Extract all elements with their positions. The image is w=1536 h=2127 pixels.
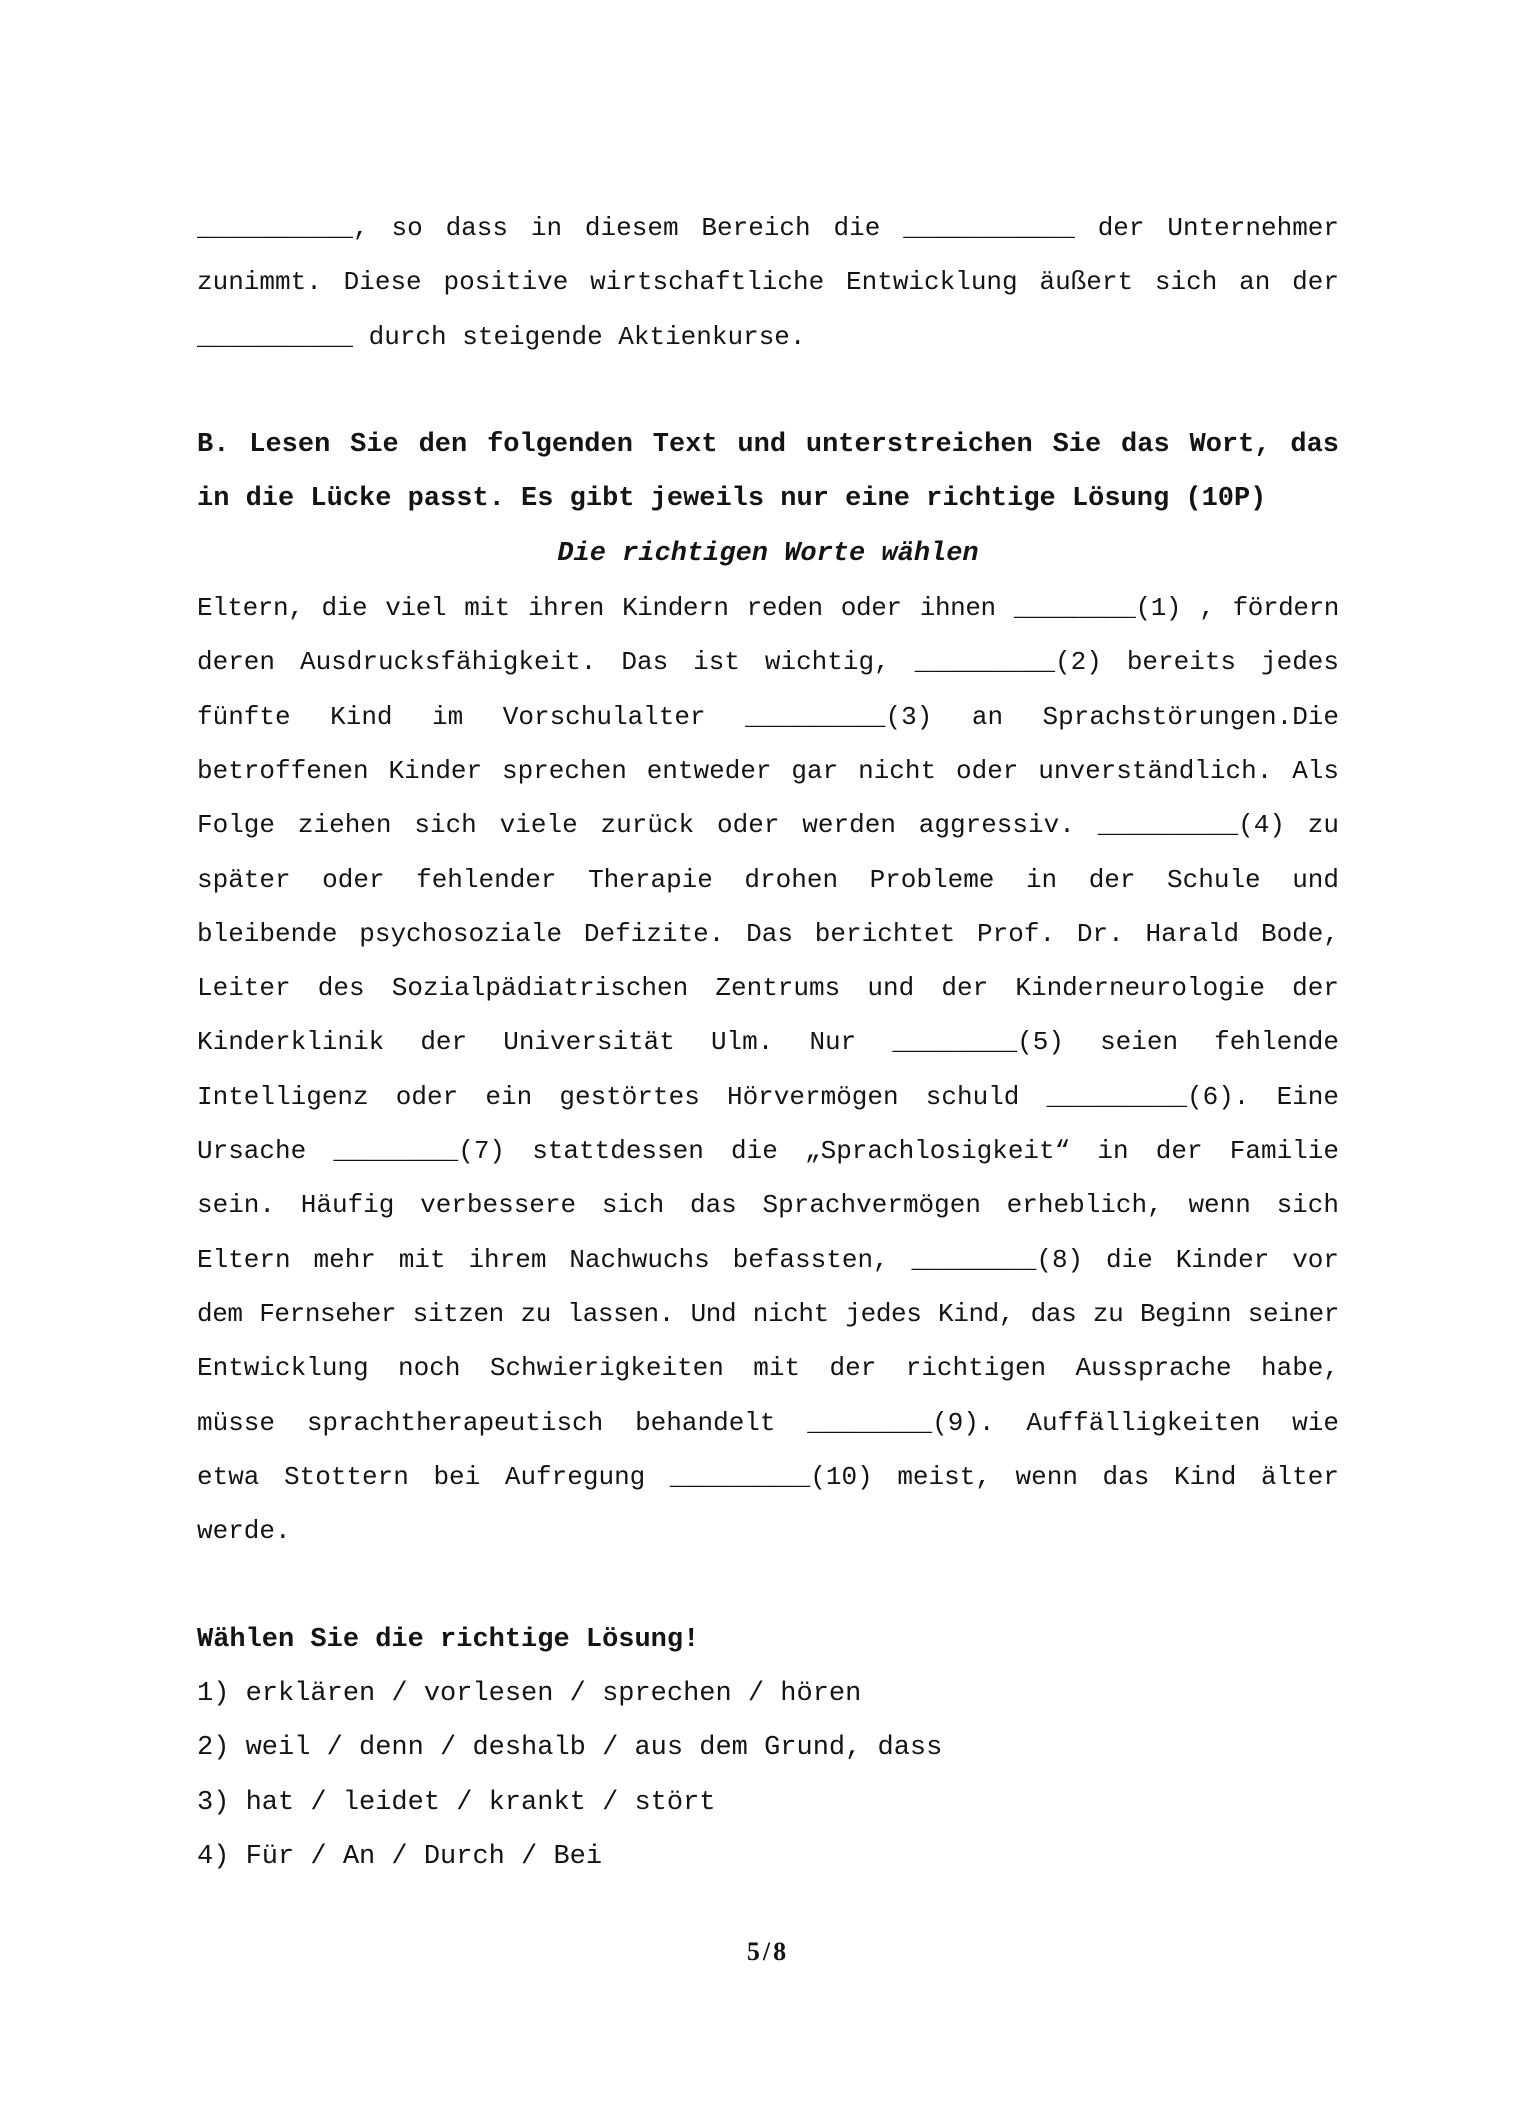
text-line: Eltern mehr mit ihrem Nachwuchs befassten, ________(8) die Kinder vor — [197, 1244, 1339, 1275]
spacer — [197, 364, 1339, 418]
spacer — [197, 1558, 1339, 1612]
section-b — [197, 418, 1339, 1558]
text-line: werde. — [197, 1516, 291, 1547]
text-line: bleibende psychosoziale Defizite. Das berichtet Prof. Dr. Harald Bode, — [197, 918, 1339, 949]
page-body — [197, 201, 1339, 1884]
text-line: Kinderklinik der Universität Ulm. Nur ________(5) seien fehlende — [197, 1027, 1339, 1058]
paragraph-line: __________, so dass in diesem Bereich die ___________ der Unternehmer — [197, 213, 1339, 243]
instruction-line: in die Lücke passt. Es gibt jeweils nur eine richtige Lösung (10P) — [197, 484, 1267, 515]
text-line: müsse sprachtherapeutisch behandelt ________(9). Auffälligkeiten wie — [197, 1407, 1339, 1438]
text-line: Entwicklung noch Schwierigkeiten mit der richtigen Aussprache habe, — [197, 1353, 1339, 1384]
text-line: sein. Häufig verbessere sich das Sprachvermögen erheblich, wenn sich — [197, 1190, 1339, 1221]
option-item: 1) erklären / vorlesen / sprechen / hören — [197, 1679, 862, 1710]
text-line: Intelligenz oder ein gestörtes Hörvermögen schuld _________(6). Eine — [197, 1081, 1339, 1112]
text-line: Leiter des Sozialpädiatrischen Zentrums und der Kinderneurologie der — [197, 973, 1339, 1004]
paragraph-line: zunimmt. Diese positive wirtschaftliche Entwicklung äußert sich an der — [197, 267, 1339, 298]
text-line: etwa Stottern bei Aufregung _________(10) meist, wenn das Kind älter — [197, 1461, 1339, 1492]
cloze-text — [197, 581, 1339, 1558]
text-line: fünfte Kind im Vorschulalter _________(3) an Sprachstörungen.Die — [197, 701, 1339, 732]
paragraph-line: __________ durch steigende Aktienkurse. — [197, 321, 806, 352]
options-section — [197, 1613, 1339, 1884]
instruction-line: B. Lesen Sie den folgenden Text und unterstreichen Sie das Wort, das — [197, 430, 1339, 461]
options-heading: Wählen Sie die richtige Lösung! — [197, 1624, 700, 1655]
option-item: 4) Für / An / Durch / Bei — [197, 1841, 603, 1872]
text-line: später oder fehlender Therapie drohen Probleme in der Schule und — [197, 864, 1339, 895]
text-line: Ursache ________(7) stattdessen die „Sprachlosigkeit“ in der Familie — [197, 1136, 1339, 1167]
option-item: 2) weil / denn / deshalb / aus dem Grund, dass — [197, 1733, 943, 1764]
section-title: Die richtigen Worte wählen — [557, 538, 979, 569]
text-line: dem Fernseher sitzen zu lassen. Und nicht jedes Kind, das zu Beginn seiner — [197, 1298, 1339, 1329]
text-line: Eltern, die viel mit ihren Kindern reden oder ihnen ________(1) , fördern — [197, 593, 1339, 624]
page-number: 5/8 — [746, 1937, 790, 1966]
text-line: betroffenen Kinder sprechen entweder gar nicht oder unverständlich. Als — [197, 755, 1339, 786]
option-item: 3) hat / leidet / krankt / stört — [197, 1787, 716, 1818]
text-line: Folge ziehen sich viele zurück oder werden aggressiv. _________(4) zu — [197, 810, 1339, 841]
text-line: deren Ausdrucksfähigkeit. Das ist wichtig, _________(2) bereits jedes — [197, 647, 1339, 678]
continuation-paragraph — [197, 201, 1339, 364]
